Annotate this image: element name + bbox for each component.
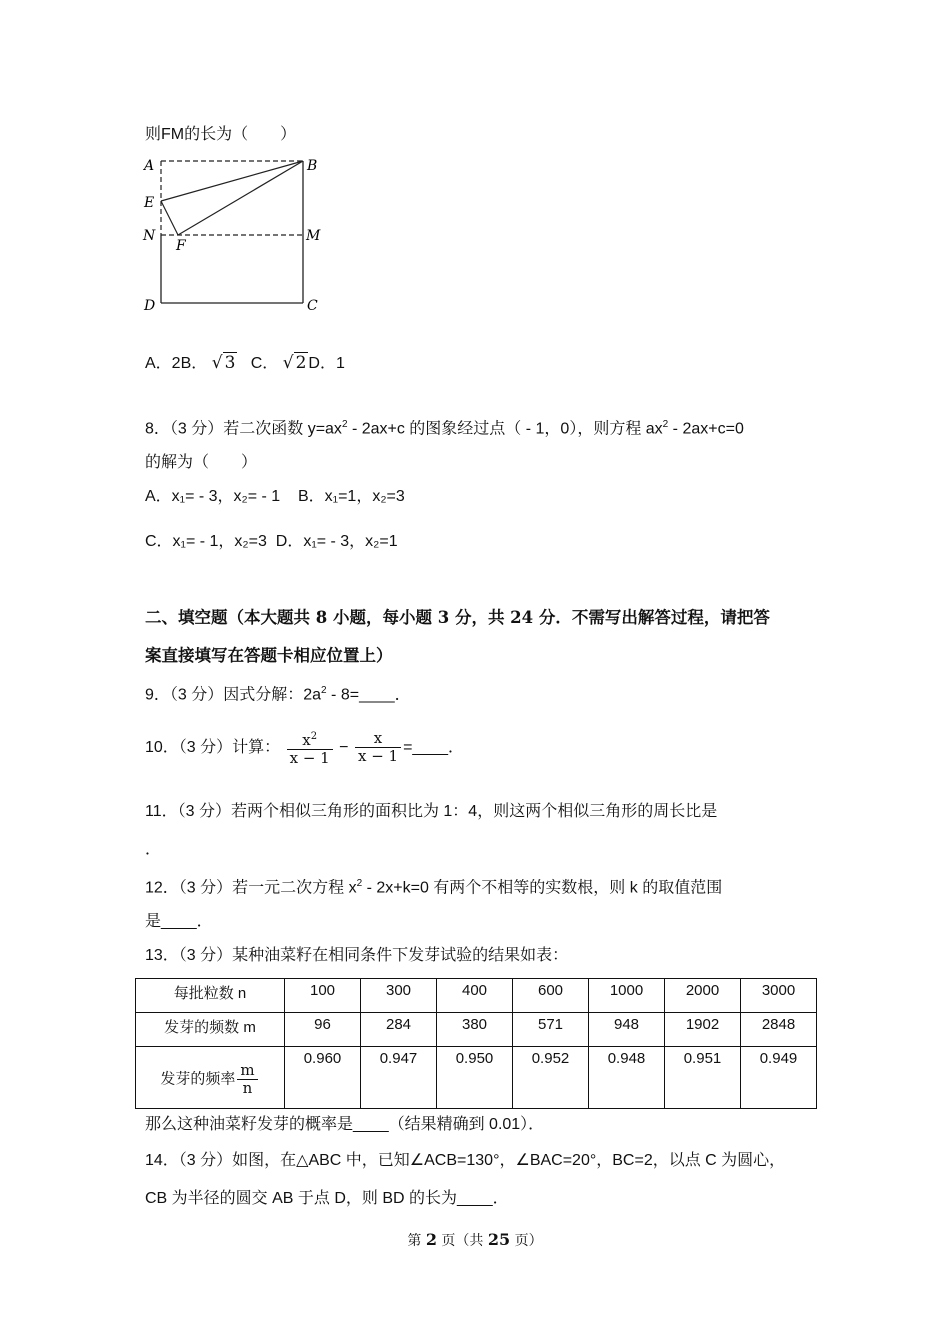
page-total: 25 xyxy=(487,1230,511,1249)
q8-options-ab xyxy=(145,486,405,508)
table-row: 发芽的频率 $\frac{m}{n}$ 0.960 0.947 0.950 0.952 0.948 0.951 0.949 xyxy=(136,1047,817,1109)
q10-fraction-1: $\frac{x^2}{x - 1}$ xyxy=(287,728,333,767)
q8-option-b: B．x₁=1，x₂=3 xyxy=(298,488,405,505)
page-footer: 第 2 页（共 25 页） xyxy=(407,1230,543,1249)
label-a: A xyxy=(144,158,155,174)
label-d: D xyxy=(144,298,156,314)
section2-heading-line2: 案直接填写在答题卡相应位置上） xyxy=(145,646,393,665)
q13-intro: 13．（3 分）某种油菜籽在相同条件下发芽试验的结果如表： xyxy=(145,947,569,964)
q7-tail: 则FM的长为（ ） xyxy=(145,126,297,143)
table-row: 发芽的频数 m 96 284 380 571 948 1902 2848 xyxy=(136,1013,817,1047)
q11-line2: ． xyxy=(145,841,162,858)
section2-heading-line1: 二、填空题（本大题共 8 小题，每小题 3 分，共 24 分．不需写出解答过程，请把答 xyxy=(145,608,770,627)
q8-option-d: D．x₁= ‐ 3，x₂=1 xyxy=(275,533,398,550)
row-label: 发芽的频率 $\frac{m}{n}$ xyxy=(136,1047,285,1109)
germination-table xyxy=(135,978,817,1109)
q11-line1: 11．（3 分）若两个相似三角形的面积比为 1：4，则这两个相似三角形的周长比是 xyxy=(145,803,718,820)
q14-line1: 14．（3 分）如图，在△ABC 中，已知∠ACB=130°，∠BAC=20°，BC=2，以点 C 为圆心， xyxy=(145,1152,786,1169)
q10-fraction-2: $\frac{x}{x - 1}$ xyxy=(355,730,401,765)
q8-options-cd xyxy=(145,531,398,553)
q7-option-a: A．2 xyxy=(145,355,181,372)
q14-line2: CB 为半径的圆交 AB 于点 D，则 BD 的长为____． xyxy=(145,1190,509,1207)
row-label: 发芽的频数 m xyxy=(136,1013,285,1047)
label-e: E xyxy=(144,195,155,211)
q7-option-b: B． xyxy=(180,355,208,372)
q7-options xyxy=(145,352,345,375)
q7-option-c: C． xyxy=(250,355,279,372)
q8-option-c: C．x₁= ‐ 1，x₂=3 xyxy=(145,533,267,550)
row-label: 每批粒数 n xyxy=(136,979,285,1013)
table-row: 每批粒数 n 100 300 400 600 1000 2000 3000 xyxy=(136,979,817,1013)
label-m: M xyxy=(306,228,321,244)
sqrt-2: √ 2 xyxy=(282,353,307,373)
page-number: 2 xyxy=(425,1230,437,1249)
q10: 10．（3 分）计算： $\frac{x^2}{x - 1}$ − $\frac{x}{x - 1}$ =____． xyxy=(145,729,465,768)
q13-after: 那么这种油菜籽发芽的概率是____（结果精确到 0.01）． xyxy=(145,1116,545,1133)
q8-line1: 8．（3 分）若二次函数 $y=ax^2$ ‐ 2ax+c 的图象经过点（ ‐ 1，0），则方程 $ax^2$ ‐ 2ax+c=0 xyxy=(145,419,744,438)
label-c: C xyxy=(307,298,318,314)
q12-line2: 是____． xyxy=(145,913,213,930)
q9: 9．（3 分）因式分解：$2a^2$ ‐ 8=____． xyxy=(145,685,411,704)
q8-option-a: A．x₁= ‐ 3，x₂= ‐ 1 xyxy=(145,488,281,505)
q12-line1: 12．（3 分）若一元二次方程 $x^2$ ‐ 2x+k=0 有两个不相等的实数根，则 k 的取值范围 xyxy=(145,878,723,897)
q7-option-d: D．1 xyxy=(308,355,345,372)
q8-line2: 的解为（ ） xyxy=(145,454,258,471)
label-f: F xyxy=(176,238,186,254)
label-b: B xyxy=(307,158,318,174)
label-n: N xyxy=(143,228,156,244)
rectangle-fold-figure xyxy=(140,152,330,317)
sqrt-3: √ 3 xyxy=(211,353,236,373)
